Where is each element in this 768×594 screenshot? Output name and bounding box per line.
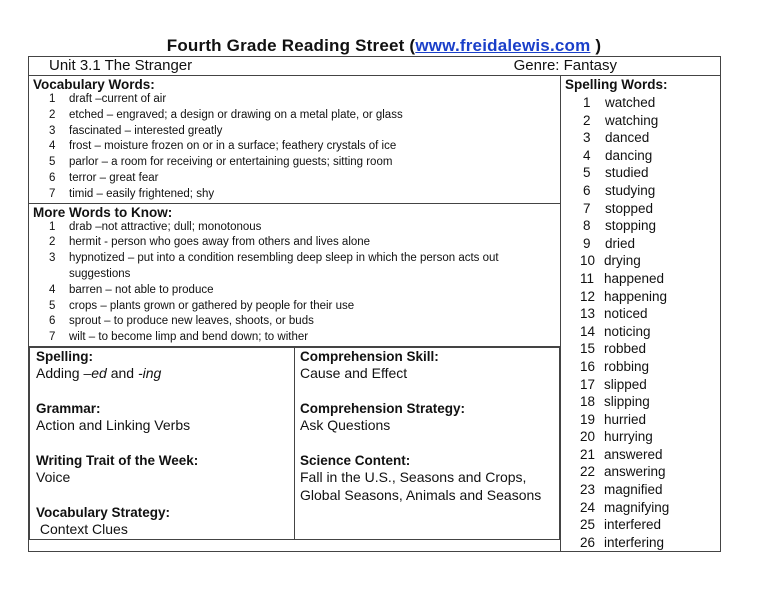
list-item (580, 270, 720, 288)
item-text: barren – not able to produce (69, 283, 214, 296)
list-item (580, 499, 720, 517)
item-number: 20 (580, 429, 596, 445)
vocab-strategy-value: Context Clues (36, 521, 128, 538)
item-number: 16 (580, 358, 596, 374)
list-item (580, 376, 720, 394)
list-item (580, 305, 720, 323)
item-number: 17 (580, 376, 596, 392)
item-number: 2 (49, 108, 56, 121)
item-text: sprout – to produce new leaves, shoots, or buds (69, 315, 314, 328)
item-number: 6 (49, 315, 56, 328)
item-text: hypnotized – put into a condition resembling deep sleep in which the person acts out suggestions (69, 252, 499, 280)
skills-left (30, 347, 295, 539)
item-text: interfered (604, 517, 662, 533)
genre-label: Genre: Fantasy (513, 57, 617, 74)
item-number: 1 (49, 93, 56, 105)
list-item (580, 516, 720, 534)
list-item (49, 220, 560, 236)
item-number: 22 (580, 464, 596, 480)
unit-title: Unit 3.1 The Stranger (49, 57, 193, 74)
list-item (580, 340, 720, 358)
item-text: hurrying (604, 429, 653, 445)
item-text: fascinated – interested greatly (69, 124, 223, 137)
comp-strategy-label: Comprehension Strategy: (300, 400, 466, 416)
item-text: dried (605, 235, 636, 251)
list-item (580, 428, 720, 446)
list-item (583, 112, 720, 130)
list-item (49, 299, 560, 315)
item-text: noticed (604, 306, 648, 322)
item-number: 5 (49, 156, 56, 169)
website-link[interactable]: www.freidalewis.com (415, 36, 591, 55)
item-number: 5 (583, 165, 591, 181)
list-item (583, 129, 720, 147)
item-number: 25 (580, 517, 596, 533)
item-number: 4 (583, 147, 591, 163)
list-item (580, 463, 720, 481)
unit-cell (29, 57, 721, 76)
list-item (580, 446, 720, 464)
list-item (49, 155, 560, 171)
item-number: 10 (580, 253, 596, 269)
science-label: Science Content: (300, 452, 411, 468)
item-text: magnifying (604, 499, 670, 515)
comp-skill-label: Comprehension Skill: (300, 348, 439, 364)
list-item (583, 217, 720, 235)
spelling-label: Spelling: (36, 348, 93, 364)
list-item (49, 108, 560, 124)
item-number: 1 (49, 220, 56, 233)
item-number: 18 (580, 394, 596, 410)
vocab-strategy-label: Vocabulary Strategy: (36, 504, 171, 520)
item-text: watching (605, 112, 659, 128)
item-text: drying (604, 253, 641, 269)
spelling-words-column (561, 76, 721, 552)
item-number: 2 (49, 236, 56, 249)
item-number: 24 (580, 499, 596, 515)
item-number: 3 (583, 130, 591, 146)
lesson-table (28, 56, 721, 552)
item-text: stopping (605, 218, 657, 234)
list-item (583, 200, 720, 218)
header-row (29, 57, 721, 76)
item-text: slipped (604, 376, 647, 392)
item-text: robbing (604, 358, 650, 374)
item-text: interfering (604, 534, 665, 550)
item-number: 7 (49, 331, 56, 344)
list-item (580, 411, 720, 429)
item-number: 3 (49, 252, 56, 265)
item-text: happened (604, 270, 665, 286)
title-suffix: ) (590, 36, 602, 55)
list-item (580, 534, 720, 552)
more-words-list (29, 220, 560, 346)
item-text: wilt – to become limp and bend down; to wither (69, 331, 309, 344)
item-text: crops – plants grown or gathered by people for their use (69, 299, 355, 312)
list-item (49, 139, 560, 155)
vocabulary-heading: Vocabulary Words: (33, 77, 155, 92)
spelling-words-heading: Spelling Words: (565, 77, 668, 92)
skills-right (295, 347, 560, 539)
list-item (583, 164, 720, 182)
item-number: 23 (580, 482, 596, 498)
item-text: hurried (604, 411, 647, 427)
item-number: 2 (583, 112, 591, 128)
item-number: 4 (49, 140, 56, 153)
title-prefix: Fourth Grade Reading Street ( (166, 36, 416, 55)
list-item (580, 481, 720, 499)
writing-trait-label: Writing Trait of the Week: (36, 452, 199, 468)
list-item (49, 235, 560, 251)
grammar-value: Action and Linking Verbs (36, 417, 191, 434)
grammar-label: Grammar: (36, 400, 101, 416)
writing-trait-value: Voice (36, 469, 71, 486)
item-text: studying (605, 182, 656, 198)
item-text: parlor – a room for receiving or entertaining guests; sitting room (69, 156, 393, 169)
item-number: 13 (580, 306, 596, 322)
item-number: 7 (49, 187, 56, 200)
list-item (580, 323, 720, 341)
page-title (0, 36, 768, 56)
comp-skill-value: Cause and Effect (300, 365, 408, 382)
list-item (49, 283, 560, 299)
spelling-value: Adding –ed and -ing (36, 365, 162, 382)
list-item (583, 235, 720, 253)
item-text: danced (605, 130, 650, 146)
item-text: draft –current of air (69, 93, 167, 105)
item-text: timid – easily frightened; shy (69, 187, 215, 200)
item-text: frost – moisture frozen on or in a surface; feathery crystals of ice (69, 140, 397, 153)
list-item (49, 171, 560, 187)
item-number: 8 (583, 218, 591, 234)
spelling-words-list (561, 92, 720, 551)
more-words-heading: More Words to Know: (33, 204, 173, 220)
list-item (49, 187, 560, 203)
item-number: 12 (580, 288, 596, 304)
left-column (29, 76, 561, 552)
list-item (580, 393, 720, 411)
item-text: answering (604, 464, 666, 480)
item-number: 14 (580, 323, 596, 339)
list-item (580, 252, 720, 270)
list-item (580, 358, 720, 376)
item-text: noticing (604, 323, 651, 339)
item-text: studied (605, 165, 649, 181)
item-number: 4 (49, 283, 56, 296)
skills-table (29, 347, 560, 540)
item-text: robbed (604, 341, 647, 357)
item-text: drab –not attractive; dull; monotonous (69, 220, 262, 233)
list-item (583, 94, 720, 112)
item-text: slipping (604, 394, 650, 410)
item-number: 9 (583, 235, 591, 251)
item-number: 6 (49, 171, 56, 184)
item-text: etched – engraved; a design or drawing on a metal plate, or glass (69, 108, 403, 121)
vocabulary-list (29, 92, 560, 203)
item-number: 1 (583, 95, 591, 110)
list-item (580, 288, 720, 306)
list-item (49, 330, 560, 346)
item-number: 3 (49, 124, 56, 137)
list-item (583, 147, 720, 165)
item-number: 19 (580, 411, 596, 427)
list-item (49, 124, 560, 140)
item-text: dancing (605, 147, 653, 163)
science-value: Fall in the U.S., Seasons and Crops, Global Seasons, Animals and Seasons (300, 469, 542, 503)
item-text: terror – great fear (69, 171, 159, 184)
item-number: 6 (583, 182, 591, 198)
item-text: hermit - person who goes away from others and lives alone (69, 236, 371, 249)
item-number: 11 (580, 270, 595, 286)
item-text: happening (604, 288, 668, 304)
list-item (49, 314, 560, 330)
list-item (49, 251, 560, 283)
item-number: 26 (580, 534, 596, 550)
list-item (583, 182, 720, 200)
item-text: answered (604, 446, 663, 462)
item-text: watched (605, 95, 656, 110)
list-item (49, 92, 560, 108)
item-number: 15 (580, 341, 596, 357)
item-text: magnified (604, 482, 663, 498)
item-number: 21 (580, 446, 596, 462)
item-number: 5 (49, 299, 56, 312)
item-number: 7 (583, 200, 591, 216)
item-text: stopped (605, 200, 654, 216)
comp-strategy-value: Ask Questions (300, 417, 391, 434)
